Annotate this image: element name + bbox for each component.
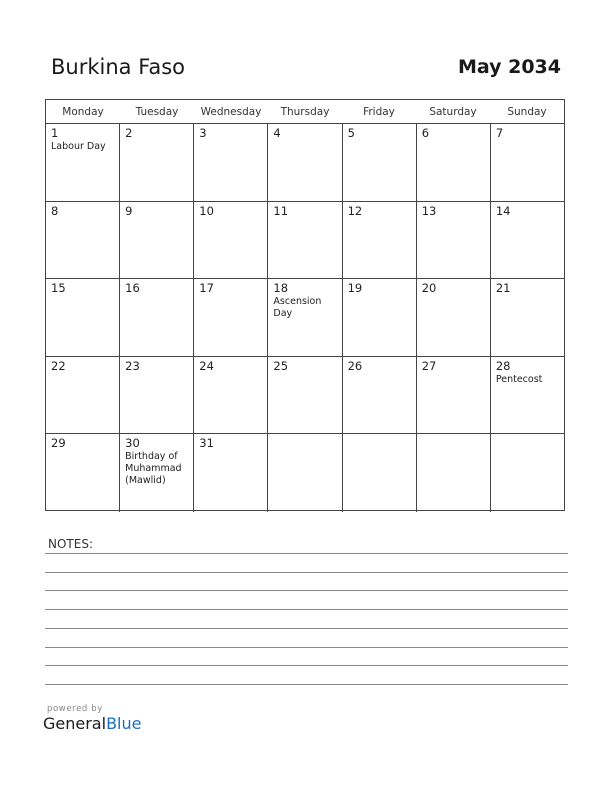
day-number: 18 bbox=[273, 281, 289, 295]
day-cell bbox=[491, 434, 564, 512]
day-number: 20 bbox=[421, 281, 437, 295]
day-cell bbox=[194, 279, 268, 356]
day-number: 26 bbox=[347, 358, 363, 373]
calendar-grid bbox=[45, 99, 565, 511]
weekday-saturday: Saturday bbox=[429, 106, 477, 118]
day-cell bbox=[343, 124, 417, 201]
day-cell bbox=[46, 357, 120, 434]
day-number: 2 bbox=[125, 126, 133, 140]
day-cell bbox=[120, 434, 194, 512]
day-cell bbox=[268, 434, 342, 512]
day-cell bbox=[194, 434, 268, 512]
day-number: 19 bbox=[347, 281, 363, 295]
notes-line bbox=[45, 590, 568, 591]
notes-label: NOTES: bbox=[48, 537, 93, 551]
day-cell bbox=[120, 279, 194, 356]
day-number: 28 bbox=[495, 358, 511, 373]
week-row bbox=[46, 202, 564, 280]
weekday-tuesday: Tuesday bbox=[135, 106, 179, 118]
country-title: Burkina Faso bbox=[51, 55, 186, 79]
day-cell bbox=[194, 357, 268, 434]
day-cell bbox=[343, 279, 417, 356]
holiday-label: Ascension Day bbox=[273, 296, 322, 319]
powered-by-text: powered by bbox=[47, 704, 103, 714]
day-cell bbox=[46, 434, 120, 512]
holiday-label: Labour Day bbox=[51, 141, 106, 152]
notes-line bbox=[45, 628, 568, 629]
notes-line bbox=[45, 553, 568, 554]
day-cell bbox=[46, 279, 120, 356]
day-number: 24 bbox=[199, 358, 214, 373]
holiday-label: Pentecost bbox=[495, 373, 543, 385]
day-cell bbox=[343, 434, 417, 512]
day-number: 4 bbox=[273, 126, 281, 140]
brand-blue: Blue bbox=[106, 714, 142, 733]
day-number: 23 bbox=[125, 358, 140, 373]
day-cell bbox=[417, 434, 491, 512]
day-cell bbox=[343, 202, 417, 279]
day-number: 7 bbox=[495, 126, 504, 140]
day-cell bbox=[120, 124, 194, 201]
day-cell bbox=[120, 357, 194, 434]
day-number: 14 bbox=[495, 203, 511, 218]
day-cell bbox=[268, 357, 342, 434]
day-number: 30 bbox=[125, 436, 140, 450]
day-number: 11 bbox=[273, 203, 289, 218]
notes-line bbox=[45, 572, 568, 573]
day-cell bbox=[46, 202, 120, 279]
day-number: 9 bbox=[125, 203, 133, 218]
weeks-container bbox=[46, 124, 564, 512]
notes-line bbox=[45, 665, 568, 666]
month-title: May 2034 bbox=[457, 56, 561, 78]
day-number: 13 bbox=[421, 203, 437, 218]
day-cell bbox=[417, 202, 491, 279]
day-number: 12 bbox=[347, 203, 363, 218]
day-number: 22 bbox=[51, 358, 66, 373]
day-number: 25 bbox=[273, 358, 289, 373]
day-number: 6 bbox=[421, 126, 430, 140]
day-number: 3 bbox=[199, 126, 207, 140]
day-cell bbox=[120, 202, 194, 279]
day-cell bbox=[491, 279, 564, 356]
day-cell bbox=[268, 279, 342, 356]
day-cell bbox=[268, 124, 342, 201]
week-row bbox=[46, 279, 564, 357]
brand-logo bbox=[43, 715, 141, 733]
weekday-header-row bbox=[46, 100, 564, 124]
day-number: 10 bbox=[199, 203, 214, 218]
day-number: 15 bbox=[51, 281, 66, 295]
day-cell bbox=[491, 357, 564, 434]
day-number: 1 bbox=[51, 126, 59, 140]
brand-general: General bbox=[43, 714, 107, 733]
notes-line bbox=[45, 684, 568, 685]
weekday-thursday: Thursday bbox=[280, 106, 330, 118]
day-number: 5 bbox=[347, 126, 355, 140]
brand-footer bbox=[43, 704, 141, 733]
week-row bbox=[46, 434, 564, 512]
day-cell bbox=[417, 124, 491, 201]
holiday-label: Birthday of Muhammad (Mawlid) bbox=[125, 451, 182, 486]
day-number: 21 bbox=[495, 281, 511, 295]
day-cell bbox=[268, 202, 342, 279]
notes-line bbox=[45, 647, 568, 648]
day-cell bbox=[417, 279, 491, 356]
day-cell bbox=[46, 124, 120, 201]
day-cell bbox=[417, 357, 491, 434]
weekday-monday: Monday bbox=[62, 106, 104, 118]
day-cell bbox=[491, 124, 564, 201]
day-cell bbox=[194, 124, 268, 201]
week-row bbox=[46, 124, 564, 202]
day-cell bbox=[343, 357, 417, 434]
week-row bbox=[46, 357, 564, 435]
notes-line bbox=[45, 609, 568, 610]
weekday-friday: Friday bbox=[363, 106, 395, 118]
day-number: 27 bbox=[421, 358, 437, 373]
day-number: 16 bbox=[125, 281, 140, 295]
day-number: 31 bbox=[199, 436, 214, 450]
day-number: 17 bbox=[199, 281, 214, 295]
weekday-wednesday: Wednesday bbox=[200, 106, 262, 118]
day-number: 29 bbox=[51, 436, 66, 450]
day-cell bbox=[491, 202, 564, 279]
day-number: 8 bbox=[51, 203, 59, 218]
day-cell bbox=[194, 202, 268, 279]
weekday-sunday: Sunday bbox=[507, 106, 547, 118]
